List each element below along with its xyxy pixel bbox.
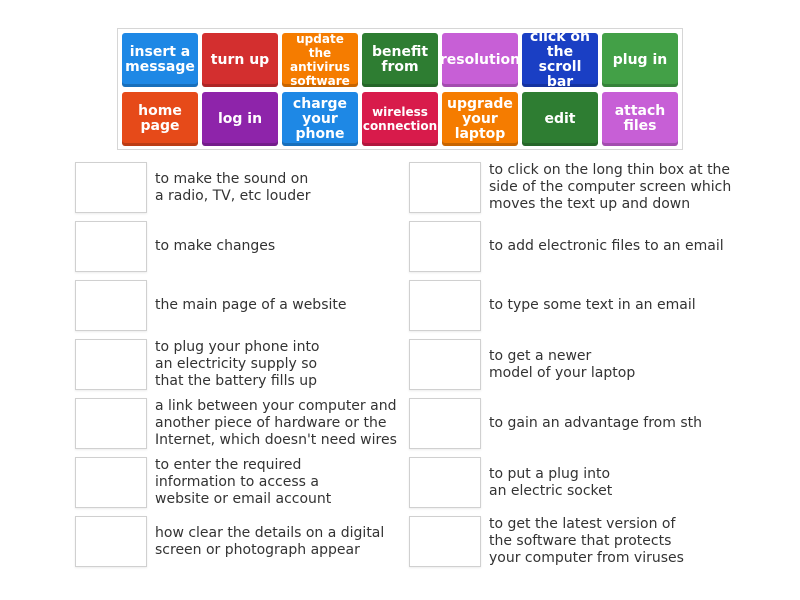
match-row (75, 339, 405, 391)
tile-insert-a-message[interactable]: insert a message (122, 33, 198, 87)
definition-text: to get the latest version of the software that protects your computer from viruses (489, 516, 684, 566)
match-row (75, 516, 405, 568)
match-row (409, 280, 749, 332)
tile-wireless-connection[interactable]: wireless connection (362, 92, 438, 146)
match-row (409, 516, 749, 568)
answer-drop-box[interactable] (75, 280, 147, 331)
tile-upgrade-your-laptop[interactable]: upgrade your laptop (442, 92, 518, 146)
tile-turn-up[interactable]: turn up (202, 33, 278, 87)
answer-drop-box[interactable] (75, 398, 147, 449)
answer-drop-box[interactable] (75, 162, 147, 213)
answer-drop-box[interactable] (409, 339, 481, 390)
tile-resolution[interactable]: resolution (442, 33, 518, 87)
match-row (75, 162, 405, 214)
answer-drop-box[interactable] (409, 162, 481, 213)
tile-attach-files[interactable]: attach files (602, 92, 678, 146)
definition-text: to plug your phone into an electricity supply so that the battery fills up (155, 339, 320, 389)
definition-text: to type some text in an email (489, 297, 696, 313)
definition-text: to make changes (155, 238, 276, 254)
answer-drop-box[interactable] (409, 398, 481, 449)
match-row (75, 221, 405, 273)
answer-drop-box[interactable] (75, 457, 147, 508)
match-row (409, 339, 749, 391)
tile-home-page[interactable]: home page (122, 92, 198, 146)
tile-bank (117, 28, 683, 150)
definition-text: the main page of a website (155, 297, 347, 313)
definition-text: how clear the details on a digital screen or photograph appear (155, 524, 385, 558)
answer-drop-box[interactable] (409, 221, 481, 272)
tile-benefit-from[interactable]: benefit from (362, 33, 438, 87)
tile-click-on-the-scroll-bar[interactable]: click on the scroll bar (522, 33, 598, 87)
definition-text: to put a plug into an electric socket (489, 465, 613, 499)
tile-charge-your-phone[interactable]: charge your phone (282, 92, 358, 146)
match-row (409, 457, 749, 509)
answer-drop-box[interactable] (75, 516, 147, 567)
match-row (409, 398, 749, 450)
tile-update-the-antivirus-software[interactable]: update the antivirus software (282, 33, 358, 87)
definition-text: to make the sound on a radio, TV, etc louder (155, 170, 311, 204)
match-row (409, 162, 749, 214)
definition-text: to enter the required information to access a website or email account (155, 457, 332, 507)
match-row (409, 221, 749, 273)
tile-edit[interactable]: edit (522, 92, 598, 146)
answer-drop-box[interactable] (75, 221, 147, 272)
match-row (75, 457, 405, 509)
definition-text: to add electronic files to an email (489, 238, 724, 254)
match-row (75, 398, 405, 450)
answer-drop-box[interactable] (75, 339, 147, 390)
answer-drop-box[interactable] (409, 516, 481, 567)
definition-text: to click on the long thin box at the side of the computer screen which moves the text up and down (489, 162, 732, 212)
tile-log-in[interactable]: log in (202, 92, 278, 146)
match-row (75, 280, 405, 332)
tile-plug-in[interactable]: plug in (602, 33, 678, 87)
answer-drop-box[interactable] (409, 457, 481, 508)
definition-text: a link between your computer and another piece of hardware or the Internet, which doesn't need wires (155, 398, 397, 448)
answer-drop-box[interactable] (409, 280, 481, 331)
definition-text: to gain an advantage from sth (489, 415, 702, 431)
definition-text: to get a newer model of your laptop (489, 347, 636, 381)
